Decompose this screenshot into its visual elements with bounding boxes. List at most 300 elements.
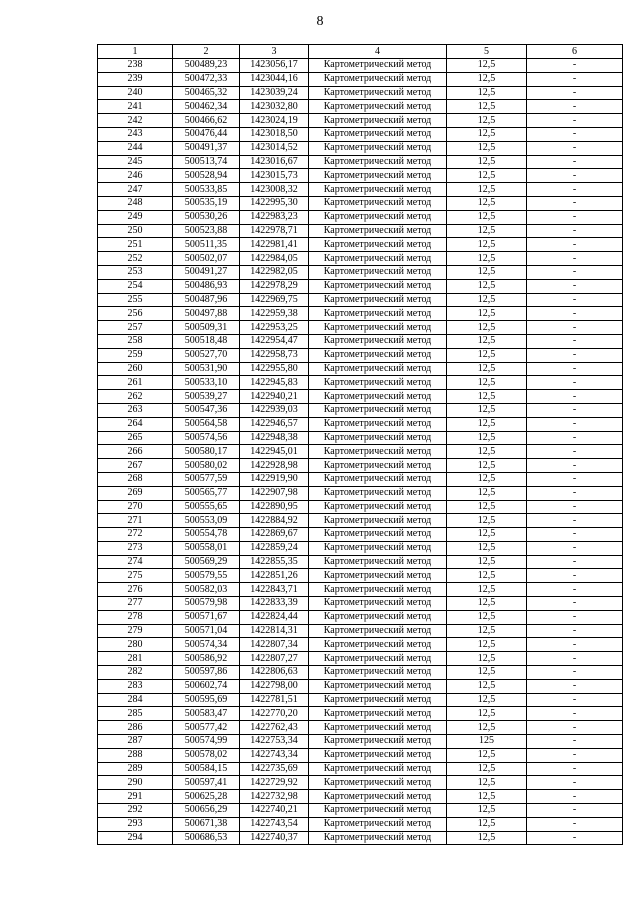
x-coordinate-cell: 500602,74 (173, 679, 240, 693)
accuracy-cell: 12,5 (447, 762, 527, 776)
x-coordinate-cell: 500577,59 (173, 472, 240, 486)
method-cell: Картометрический метод (309, 183, 447, 197)
table-row (98, 307, 623, 321)
point-number-cell: 255 (98, 293, 173, 307)
x-coordinate-cell: 500686,53 (173, 831, 240, 845)
note-cell: - (527, 417, 623, 431)
y-coordinate-cell: 1422807,27 (240, 652, 309, 666)
x-coordinate-cell: 500535,19 (173, 196, 240, 210)
note-cell: - (527, 362, 623, 376)
x-coordinate-cell: 500597,41 (173, 776, 240, 790)
accuracy-cell: 12,5 (447, 252, 527, 266)
y-coordinate-cell: 1423008,32 (240, 183, 309, 197)
note-cell: - (527, 100, 623, 114)
x-coordinate-cell: 500531,90 (173, 362, 240, 376)
note-cell: - (527, 500, 623, 514)
y-coordinate-cell: 1422959,38 (240, 307, 309, 321)
method-cell: Картометрический метод (309, 252, 447, 266)
x-coordinate-cell: 500579,55 (173, 569, 240, 583)
note-cell: - (527, 183, 623, 197)
note-cell: - (527, 569, 623, 583)
method-cell: Картометрический метод (309, 445, 447, 459)
y-coordinate-cell: 1422982,05 (240, 265, 309, 279)
method-cell: Картометрический метод (309, 762, 447, 776)
point-number-cell: 254 (98, 279, 173, 293)
table-row (98, 583, 623, 597)
y-coordinate-cell: 1422851,26 (240, 569, 309, 583)
x-coordinate-cell: 500569,29 (173, 555, 240, 569)
point-number-cell: 249 (98, 210, 173, 224)
note-cell: - (527, 224, 623, 238)
method-cell: Картометрический метод (309, 555, 447, 569)
x-coordinate-cell: 500487,96 (173, 293, 240, 307)
y-coordinate-cell: 1422843,71 (240, 583, 309, 597)
accuracy-cell: 12,5 (447, 114, 527, 128)
y-coordinate-cell: 1422978,71 (240, 224, 309, 238)
accuracy-cell: 12,5 (447, 265, 527, 279)
accuracy-cell: 12,5 (447, 804, 527, 818)
y-coordinate-cell: 1422928,98 (240, 459, 309, 473)
y-coordinate-cell: 1422958,73 (240, 348, 309, 362)
point-number-cell: 275 (98, 569, 173, 583)
method-cell: Картометрический метод (309, 390, 447, 404)
table-row (98, 141, 623, 155)
y-coordinate-cell: 1422919,90 (240, 472, 309, 486)
x-coordinate-cell: 500533,85 (173, 183, 240, 197)
note-cell: - (527, 445, 623, 459)
x-coordinate-cell: 500491,27 (173, 265, 240, 279)
note-cell: - (527, 321, 623, 335)
point-number-cell: 290 (98, 776, 173, 790)
y-coordinate-cell: 1423024,19 (240, 114, 309, 128)
point-number-cell: 277 (98, 597, 173, 611)
method-cell: Картометрический метод (309, 86, 447, 100)
point-number-cell: 267 (98, 459, 173, 473)
method-cell: Картометрический метод (309, 403, 447, 417)
point-number-cell: 282 (98, 666, 173, 680)
y-coordinate-cell: 1422969,75 (240, 293, 309, 307)
accuracy-cell: 12,5 (447, 321, 527, 335)
y-coordinate-cell: 1422807,34 (240, 638, 309, 652)
y-coordinate-cell: 1423016,67 (240, 155, 309, 169)
y-coordinate-cell: 1423015,73 (240, 169, 309, 183)
note-cell: - (527, 486, 623, 500)
note-cell: - (527, 86, 623, 100)
method-cell: Картометрический метод (309, 748, 447, 762)
table-row (98, 804, 623, 818)
point-number-cell: 285 (98, 707, 173, 721)
point-number-cell: 259 (98, 348, 173, 362)
table-row (98, 293, 623, 307)
accuracy-cell: 12,5 (447, 155, 527, 169)
x-coordinate-cell: 500528,94 (173, 169, 240, 183)
y-coordinate-cell: 1422824,44 (240, 610, 309, 624)
column-header-2: 2 (173, 45, 240, 59)
accuracy-cell: 12,5 (447, 183, 527, 197)
method-cell: Картометрический метод (309, 514, 447, 528)
accuracy-cell: 12,5 (447, 127, 527, 141)
y-coordinate-cell: 1422855,35 (240, 555, 309, 569)
accuracy-cell: 12,5 (447, 514, 527, 528)
note-cell: - (527, 776, 623, 790)
y-coordinate-cell: 1422984,05 (240, 252, 309, 266)
x-coordinate-cell: 500595,69 (173, 693, 240, 707)
point-number-cell: 262 (98, 390, 173, 404)
point-number-cell: 284 (98, 693, 173, 707)
x-coordinate-cell: 500554,78 (173, 528, 240, 542)
y-coordinate-cell: 1422814,31 (240, 624, 309, 638)
y-coordinate-cell: 1422869,67 (240, 528, 309, 542)
y-coordinate-cell: 1422884,92 (240, 514, 309, 528)
point-number-cell: 238 (98, 59, 173, 73)
x-coordinate-cell: 500513,74 (173, 155, 240, 169)
note-cell: - (527, 790, 623, 804)
table-row (98, 183, 623, 197)
column-header-3: 3 (240, 45, 309, 59)
accuracy-cell: 12,5 (447, 693, 527, 707)
x-coordinate-cell: 500577,42 (173, 721, 240, 735)
note-cell: - (527, 72, 623, 86)
method-cell: Картометрический метод (309, 224, 447, 238)
y-coordinate-cell: 1423018,50 (240, 127, 309, 141)
y-coordinate-cell: 1422945,83 (240, 376, 309, 390)
x-coordinate-cell: 500583,47 (173, 707, 240, 721)
y-coordinate-cell: 1422762,43 (240, 721, 309, 735)
y-coordinate-cell: 1422948,38 (240, 431, 309, 445)
method-cell: Картометрический метод (309, 610, 447, 624)
table-row (98, 817, 623, 831)
x-coordinate-cell: 500462,34 (173, 100, 240, 114)
accuracy-cell: 12,5 (447, 141, 527, 155)
table-row (98, 431, 623, 445)
note-cell: - (527, 624, 623, 638)
note-cell: - (527, 804, 623, 818)
note-cell: - (527, 597, 623, 611)
y-coordinate-cell: 1422806,63 (240, 666, 309, 680)
accuracy-cell: 12,5 (447, 196, 527, 210)
table-row (98, 252, 623, 266)
y-coordinate-cell: 1422798,00 (240, 679, 309, 693)
x-coordinate-cell: 500565,77 (173, 486, 240, 500)
method-cell: Картометрический метод (309, 114, 447, 128)
table-row (98, 652, 623, 666)
y-coordinate-cell: 1422995,30 (240, 196, 309, 210)
table-row (98, 679, 623, 693)
note-cell: - (527, 238, 623, 252)
y-coordinate-cell: 1422939,03 (240, 403, 309, 417)
method-cell: Картометрический метод (309, 831, 447, 845)
x-coordinate-cell: 500586,92 (173, 652, 240, 666)
accuracy-cell: 12,5 (447, 100, 527, 114)
method-cell: Картометрический метод (309, 817, 447, 831)
method-cell: Картометрический метод (309, 59, 447, 73)
point-number-cell: 270 (98, 500, 173, 514)
accuracy-cell: 12,5 (447, 169, 527, 183)
y-coordinate-cell: 1423014,52 (240, 141, 309, 155)
note-cell: - (527, 472, 623, 486)
point-number-cell: 274 (98, 555, 173, 569)
x-coordinate-cell: 500476,44 (173, 127, 240, 141)
point-number-cell: 260 (98, 362, 173, 376)
y-coordinate-cell: 1422946,57 (240, 417, 309, 431)
x-coordinate-cell: 500574,34 (173, 638, 240, 652)
point-number-cell: 276 (98, 583, 173, 597)
point-number-cell: 291 (98, 790, 173, 804)
table-row (98, 169, 623, 183)
point-number-cell: 278 (98, 610, 173, 624)
note-cell: - (527, 114, 623, 128)
accuracy-cell: 12,5 (447, 831, 527, 845)
method-cell: Картометрический метод (309, 334, 447, 348)
x-coordinate-cell: 500580,02 (173, 459, 240, 473)
accuracy-cell: 12,5 (447, 569, 527, 583)
note-cell: - (527, 252, 623, 266)
accuracy-cell: 12,5 (447, 59, 527, 73)
table-row (98, 624, 623, 638)
method-cell: Картометрический метод (309, 265, 447, 279)
method-cell: Картометрический метод (309, 169, 447, 183)
table-row (98, 155, 623, 169)
table-row (98, 555, 623, 569)
table-row (98, 59, 623, 73)
y-coordinate-cell: 1422859,24 (240, 541, 309, 555)
note-cell: - (527, 679, 623, 693)
y-coordinate-cell: 1422740,21 (240, 804, 309, 818)
method-cell: Картометрический метод (309, 431, 447, 445)
point-number-cell: 243 (98, 127, 173, 141)
table-row (98, 417, 623, 431)
accuracy-cell: 12,5 (447, 790, 527, 804)
point-number-cell: 261 (98, 376, 173, 390)
point-number-cell: 264 (98, 417, 173, 431)
point-number-cell: 280 (98, 638, 173, 652)
note-cell: - (527, 541, 623, 555)
table-row (98, 666, 623, 680)
table-row (98, 597, 623, 611)
table-row (98, 610, 623, 624)
note-cell: - (527, 735, 623, 749)
accuracy-cell: 12,5 (447, 583, 527, 597)
method-cell: Картометрический метод (309, 279, 447, 293)
note-cell: - (527, 831, 623, 845)
accuracy-cell: 12,5 (447, 210, 527, 224)
point-number-cell: 279 (98, 624, 173, 638)
y-coordinate-cell: 1423032,80 (240, 100, 309, 114)
table-row (98, 265, 623, 279)
accuracy-cell: 12,5 (447, 666, 527, 680)
x-coordinate-cell: 500533,10 (173, 376, 240, 390)
note-cell: - (527, 210, 623, 224)
accuracy-cell: 12,5 (447, 748, 527, 762)
accuracy-cell: 12,5 (447, 431, 527, 445)
point-number-cell: 273 (98, 541, 173, 555)
table-row (98, 831, 623, 845)
table-row (98, 776, 623, 790)
method-cell: Картометрический метод (309, 666, 447, 680)
note-cell: - (527, 59, 623, 73)
accuracy-cell: 12,5 (447, 679, 527, 693)
note-cell: - (527, 721, 623, 735)
point-number-cell: 294 (98, 831, 173, 845)
method-cell: Картометрический метод (309, 693, 447, 707)
note-cell: - (527, 390, 623, 404)
table-header-row (98, 45, 623, 59)
table-row (98, 514, 623, 528)
point-number-cell: 257 (98, 321, 173, 335)
method-cell: Картометрический метод (309, 321, 447, 335)
point-number-cell: 245 (98, 155, 173, 169)
point-number-cell: 250 (98, 224, 173, 238)
point-number-cell: 287 (98, 735, 173, 749)
x-coordinate-cell: 500578,02 (173, 748, 240, 762)
method-cell: Картометрический метод (309, 569, 447, 583)
table-row (98, 445, 623, 459)
accuracy-cell: 12,5 (447, 238, 527, 252)
x-coordinate-cell: 500597,86 (173, 666, 240, 680)
x-coordinate-cell: 500509,31 (173, 321, 240, 335)
note-cell: - (527, 279, 623, 293)
table-row (98, 403, 623, 417)
y-coordinate-cell: 1422954,47 (240, 334, 309, 348)
note-cell: - (527, 528, 623, 542)
y-coordinate-cell: 1422743,54 (240, 817, 309, 831)
note-cell: - (527, 748, 623, 762)
x-coordinate-cell: 500465,32 (173, 86, 240, 100)
note-cell: - (527, 514, 623, 528)
point-number-cell: 271 (98, 514, 173, 528)
note-cell: - (527, 293, 623, 307)
accuracy-cell: 12,5 (447, 224, 527, 238)
table-row (98, 528, 623, 542)
note-cell: - (527, 693, 623, 707)
table-row (98, 472, 623, 486)
point-number-cell: 268 (98, 472, 173, 486)
note-cell: - (527, 583, 623, 597)
x-coordinate-cell: 500579,98 (173, 597, 240, 611)
point-number-cell: 292 (98, 804, 173, 818)
point-number-cell: 281 (98, 652, 173, 666)
method-cell: Картометрический метод (309, 707, 447, 721)
table-body (98, 59, 623, 845)
note-cell: - (527, 652, 623, 666)
column-header-5: 5 (447, 45, 527, 59)
y-coordinate-cell: 1422978,29 (240, 279, 309, 293)
method-cell: Картометрический метод (309, 127, 447, 141)
x-coordinate-cell: 500472,33 (173, 72, 240, 86)
table-row (98, 721, 623, 735)
point-number-cell: 251 (98, 238, 173, 252)
y-coordinate-cell: 1422940,21 (240, 390, 309, 404)
point-number-cell: 239 (98, 72, 173, 86)
note-cell: - (527, 707, 623, 721)
x-coordinate-cell: 500553,09 (173, 514, 240, 528)
table-row (98, 790, 623, 804)
accuracy-cell: 12,5 (447, 721, 527, 735)
note-cell: - (527, 762, 623, 776)
y-coordinate-cell: 1422729,92 (240, 776, 309, 790)
note-cell: - (527, 666, 623, 680)
accuracy-cell: 12,5 (447, 279, 527, 293)
point-number-cell: 269 (98, 486, 173, 500)
method-cell: Картометрический метод (309, 721, 447, 735)
accuracy-cell: 12,5 (447, 376, 527, 390)
x-coordinate-cell: 500502,07 (173, 252, 240, 266)
point-number-cell: 286 (98, 721, 173, 735)
table-row (98, 376, 623, 390)
x-coordinate-cell: 500582,03 (173, 583, 240, 597)
x-coordinate-cell: 500527,70 (173, 348, 240, 362)
table-row (98, 279, 623, 293)
note-cell: - (527, 265, 623, 279)
method-cell: Картометрический метод (309, 528, 447, 542)
accuracy-cell: 12,5 (447, 445, 527, 459)
y-coordinate-cell: 1423039,24 (240, 86, 309, 100)
table-row (98, 693, 623, 707)
method-cell: Картометрический метод (309, 376, 447, 390)
method-cell: Картометрический метод (309, 459, 447, 473)
point-number-cell: 266 (98, 445, 173, 459)
table-row (98, 72, 623, 86)
point-number-cell: 247 (98, 183, 173, 197)
x-coordinate-cell: 500547,36 (173, 403, 240, 417)
x-coordinate-cell: 500491,37 (173, 141, 240, 155)
x-coordinate-cell: 500574,99 (173, 735, 240, 749)
method-cell: Картометрический метод (309, 541, 447, 555)
point-number-cell: 240 (98, 86, 173, 100)
note-cell: - (527, 610, 623, 624)
x-coordinate-cell: 500574,56 (173, 431, 240, 445)
accuracy-cell: 12,5 (447, 459, 527, 473)
point-number-cell: 253 (98, 265, 173, 279)
method-cell: Картометрический метод (309, 417, 447, 431)
method-cell: Картометрический метод (309, 735, 447, 749)
x-coordinate-cell: 500625,28 (173, 790, 240, 804)
table-row (98, 210, 623, 224)
column-header-4: 4 (309, 45, 447, 59)
accuracy-cell: 12,5 (447, 486, 527, 500)
accuracy-cell: 12,5 (447, 817, 527, 831)
table-row (98, 762, 623, 776)
y-coordinate-cell: 1422770,20 (240, 707, 309, 721)
accuracy-cell: 12,5 (447, 528, 527, 542)
table-row (98, 541, 623, 555)
method-cell: Картометрический метод (309, 624, 447, 638)
y-coordinate-cell: 1422735,69 (240, 762, 309, 776)
method-cell: Картометрический метод (309, 196, 447, 210)
table-row (98, 486, 623, 500)
y-coordinate-cell: 1422953,25 (240, 321, 309, 335)
point-number-cell: 288 (98, 748, 173, 762)
y-coordinate-cell: 1422743,34 (240, 748, 309, 762)
y-coordinate-cell: 1422740,37 (240, 831, 309, 845)
point-number-cell: 283 (98, 679, 173, 693)
column-header-6: 6 (527, 45, 623, 59)
y-coordinate-cell: 1422781,51 (240, 693, 309, 707)
accuracy-cell: 12,5 (447, 307, 527, 321)
x-coordinate-cell: 500671,38 (173, 817, 240, 831)
note-cell: - (527, 155, 623, 169)
table-row (98, 348, 623, 362)
note-cell: - (527, 196, 623, 210)
x-coordinate-cell: 500466,62 (173, 114, 240, 128)
method-cell: Картометрический метод (309, 597, 447, 611)
x-coordinate-cell: 500523,88 (173, 224, 240, 238)
method-cell: Картометрический метод (309, 776, 447, 790)
table-row (98, 390, 623, 404)
y-coordinate-cell: 1422907,98 (240, 486, 309, 500)
x-coordinate-cell: 500656,29 (173, 804, 240, 818)
point-number-cell: 289 (98, 762, 173, 776)
